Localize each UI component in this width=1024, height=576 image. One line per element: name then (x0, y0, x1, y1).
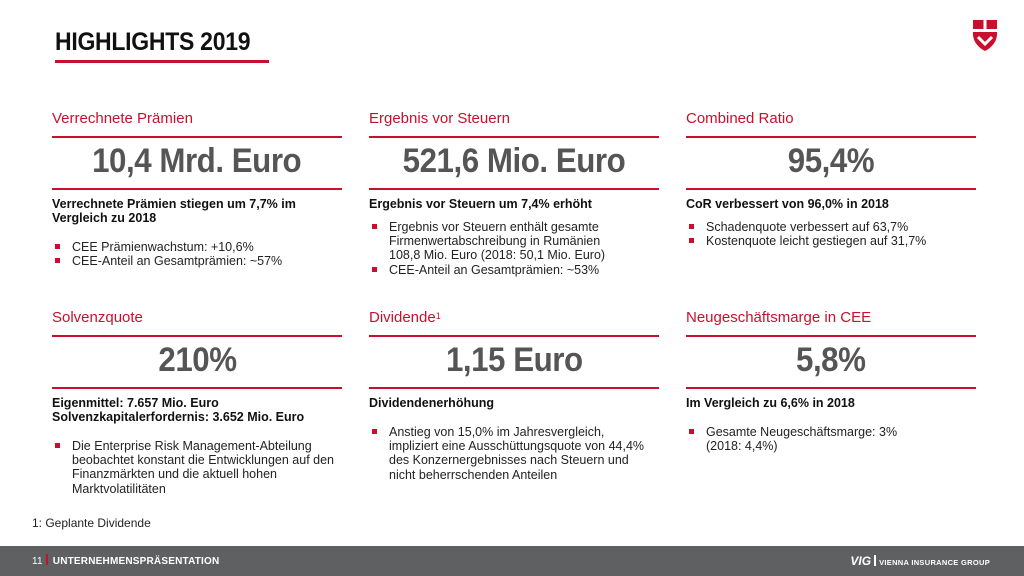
footer-section: UNTERNEHMENSPRÄSENTATION (52, 556, 220, 567)
footer-divider (46, 554, 48, 565)
page-number: 11 (32, 556, 43, 567)
card-divider (686, 387, 976, 389)
card-bullets (686, 425, 976, 453)
brand-short: VIG (850, 554, 872, 568)
card-bullets (369, 220, 659, 277)
card-value: 521,6 Mio. Euro (402, 142, 626, 180)
footer-bar (0, 546, 1024, 576)
card-divider (686, 188, 976, 190)
card-ergebnis-vor-steuern (369, 108, 659, 277)
card-lead: Dividendenerhöhung (369, 396, 494, 410)
card-heading: Verrechnete Prämien (52, 110, 193, 127)
card-lead: Ergebnis vor Steuern um 7,4% erhöht (369, 197, 592, 211)
card-bullets (52, 439, 342, 496)
footer-left (32, 554, 219, 567)
footnote-marker: 1 (435, 311, 441, 321)
card-divider (369, 188, 659, 190)
card-bullets (369, 425, 659, 482)
card-verrechnete-praemien (52, 108, 342, 268)
card-value: 95,4% (787, 142, 875, 180)
bullet-item: Ergebnis vor Steuern enthält gesamte Firmenwertabschreibung in Rumänien 108,8 Mio. Euro (2018: 50,1 Mio. Euro) (369, 220, 659, 263)
bullet-item: CEE Prämienwachstum: +10,6% (52, 240, 342, 254)
bullet-item: Anstieg von 15,0% im Jahresvergleich, impliziert eine Ausschüttungsquote von 44,4% des Konzernergebnisses nach Steuern und nicht beherrschenden Anteilen (369, 425, 659, 482)
bullet-item: CEE-Anteil an Gesamtprämien: ~57% (52, 254, 342, 268)
card-lead: Verrechnete Prämien stiegen um 7,7% im Vergleich zu 2018 (52, 197, 296, 225)
bullet-item: Gesamte Neugeschäftsmarge: 3% (2018: 4,4%) (686, 425, 976, 453)
brand-long: VIENNA INSURANCE GROUP (879, 558, 990, 567)
card-heading: Dividende$^1$ (369, 309, 441, 326)
card-combined-ratio (686, 108, 976, 248)
card-neugeschaeftsmarge (686, 307, 976, 453)
card-value: 10,4 Mrd. Euro (92, 142, 302, 180)
card-heading: Combined Ratio (686, 110, 794, 127)
vig-shield-logo-icon (972, 18, 998, 52)
footer-brand (850, 554, 990, 568)
bullet-item: Kostenquote leicht gestiegen auf 31,7% (686, 234, 976, 248)
card-divider (369, 387, 659, 389)
card-value: 5,8% (796, 341, 866, 379)
card-solvenzquote (52, 307, 342, 496)
page-title: HIGHLIGHTS 2019 (55, 28, 251, 56)
footnote: 1: Geplante Dividende (32, 516, 151, 530)
card-divider (52, 188, 342, 190)
bullet-item: CEE-Anteil an Gesamtprämien: ~53% (369, 263, 659, 277)
bullet-item: Die Enterprise Risk Management-Abteilung beobachtet konstant die Entwicklungen auf den Finanzmärkten und die aktuell hohen Marktvolatilitäten (52, 439, 342, 496)
card-divider (52, 387, 342, 389)
card-heading: Solvenzquote (52, 309, 143, 326)
card-heading: Ergebnis vor Steuern (369, 110, 510, 127)
brand-divider (874, 555, 876, 566)
bullet-item: Schadenquote verbessert auf 63,7% (686, 220, 976, 234)
card-value: 1,15 Euro (445, 341, 583, 379)
card-heading: Neugeschäftsmarge in CEE (686, 309, 872, 326)
card-bullets (686, 220, 976, 248)
title-underline (55, 60, 269, 63)
card-lead: CoR verbessert von 96,0% in 2018 (686, 197, 889, 211)
card-value: 210% (157, 341, 237, 379)
card-lead: Im Vergleich zu 6,6% in 2018 (686, 396, 855, 410)
card-bullets (52, 240, 342, 268)
card-lead: Eigenmittel: 7.657 Mio. Euro Solvenzkapitalerfordernis: 3.652 Mio. Euro (52, 396, 305, 424)
card-dividende (369, 307, 659, 482)
